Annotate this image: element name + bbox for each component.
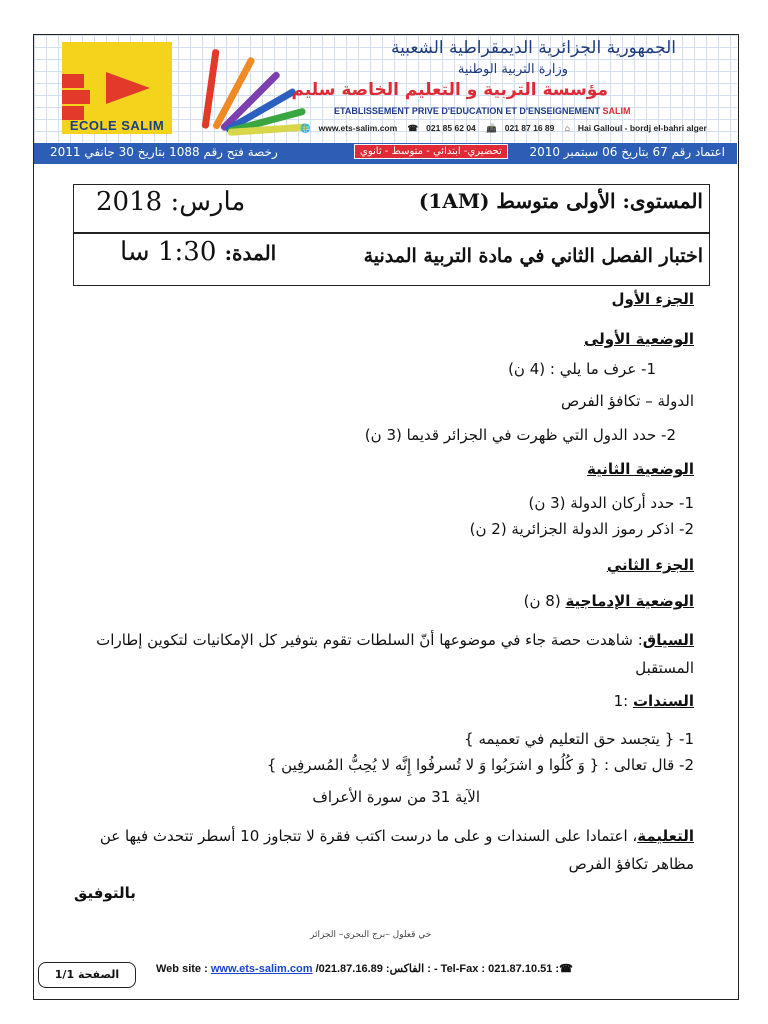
institution-fr-prefix: ETABLISSEMENT PRIVE D'EDUCATION ET D'ENSEIGNEMENT <box>334 106 600 116</box>
exam-level: المستوى: الأولى متوسط (1AM) <box>418 189 703 213</box>
contact-address: Hai Galloul - bordj el-bahri alger <box>577 123 707 133</box>
part1-heading: الجزء الأول <box>611 290 694 308</box>
levels-badge: تحضيري- ابتدائي - متوسط - ثانوي <box>354 144 508 159</box>
institution-fr-name: SALIM <box>602 106 631 116</box>
integration-points: (8 ن) <box>523 592 561 610</box>
ministry-title: وزارة التربية الوطنية <box>457 62 568 77</box>
logo-text: ECOLE SALIM <box>69 118 165 133</box>
fax-icon: 📠 <box>486 123 497 133</box>
exam-date <box>96 187 245 217</box>
exam-duration <box>120 237 276 267</box>
documents-label: السندات <box>632 692 694 710</box>
contact-line <box>300 123 715 134</box>
phone-icon: ☎ <box>407 123 419 133</box>
page-number: الصفحة 1/1 <box>38 962 136 988</box>
approval-text: اعتماد رقم 67 بتاريخ 06 سبتمبر 2010 <box>529 145 725 159</box>
web-label: Web site : <box>156 963 208 975</box>
part2-heading: الجزء الثاني <box>606 556 694 574</box>
document1: 1- { يتجسد حق التعليم في تعميمه } <box>464 730 694 748</box>
republic-title: الجمهورية الجزائرية الديمقراطية الشعبية <box>390 38 676 58</box>
license-text: رخصة فتح رقم 1088 بتاريخ 30 جانفي 2011 <box>50 145 278 159</box>
documents-suffix: :1 <box>613 692 629 710</box>
logo-stripe <box>62 74 84 88</box>
integration-label: الوضعية الإدماجية <box>565 592 694 610</box>
situation1-heading: الوضعية الأولى <box>583 330 694 348</box>
website-link[interactable]: www.ets-salim.com <box>210 963 313 975</box>
contact-fax: 021 87 16 89 <box>504 123 555 133</box>
exam-title: اختبار الفصل الثاني في مادة التربية المدنية <box>363 245 703 267</box>
instruction-paragraph <box>74 822 694 878</box>
context-label: السياق <box>642 631 694 649</box>
logo-stripe <box>62 90 90 104</box>
documents-heading <box>614 692 694 710</box>
sit2-question1: 1- حدد أركان الدولة (3 ن) <box>528 494 694 512</box>
date-label: مارس: <box>170 187 246 217</box>
approval-bar <box>34 143 737 164</box>
footer-phones: /021.87.16.89 :الفاكس : - Tel-Fax : 021.87.10.51 :☎ <box>312 963 573 975</box>
info-divider <box>74 232 709 234</box>
good-luck: بالتوفيق <box>74 884 136 902</box>
document2-reference: الآية 31 من سورة الأعراف <box>312 788 480 806</box>
footer-contact <box>156 962 573 975</box>
duration-label: المدة: <box>224 241 277 265</box>
instruction-text: ، اعتمادا على السندات و على ما درست اكتب فقرة لا تتجاوز 10 أسطر تتحدث فيها عن مظاهر تكافؤ الفرص <box>99 827 694 873</box>
context-paragraph <box>74 626 694 682</box>
sit1-question1: 1- عرف ما يلي : (4 ن) <box>508 360 656 378</box>
institution-title-ar: مؤسسة التربية و التعليم الخاصة سليم <box>291 80 608 100</box>
footer-address: حي قعلول –برج البحري– الجزائر <box>310 930 432 940</box>
document2: 2- قال تعالى : { وَ كُلُوا و اشرَبُوا وَ لا تُسرفُوا إِنَّه لا يُحِبُّ المُسرفِين } <box>266 756 694 774</box>
home-icon: ⌂ <box>564 123 570 133</box>
sit2-question2: 2- اذكر رموز الدولة الجزائرية (2 ن) <box>469 520 694 538</box>
contact-website: www.ets-salim.com <box>318 123 398 133</box>
globe-icon: 🌐 <box>300 123 311 133</box>
sit1-question2: 2- حدد الدول التي ظهرت في الجزائر قديما (3 ن) <box>364 426 676 444</box>
sit1-terms: الدولة – تكافؤ الفرص <box>561 392 694 410</box>
exam-info-box <box>73 184 710 286</box>
instruction-label: التعليمة <box>637 827 694 845</box>
context-text: : شاهدت حصة جاء في موضوعها أنّ السلطات تقوم بتوفير كل الإمكانيات لتكوين إطارات المستقبل <box>96 631 694 677</box>
situation2-heading: الوضعية الثانية <box>587 460 694 478</box>
institution-title-fr <box>334 106 630 116</box>
integration-heading <box>524 592 694 610</box>
date-value: 2018 <box>96 187 163 217</box>
duration-value: 1:30 سا <box>120 237 217 267</box>
contact-phone: 021 85 62 04 <box>426 123 476 133</box>
logo-triangle <box>106 72 150 104</box>
